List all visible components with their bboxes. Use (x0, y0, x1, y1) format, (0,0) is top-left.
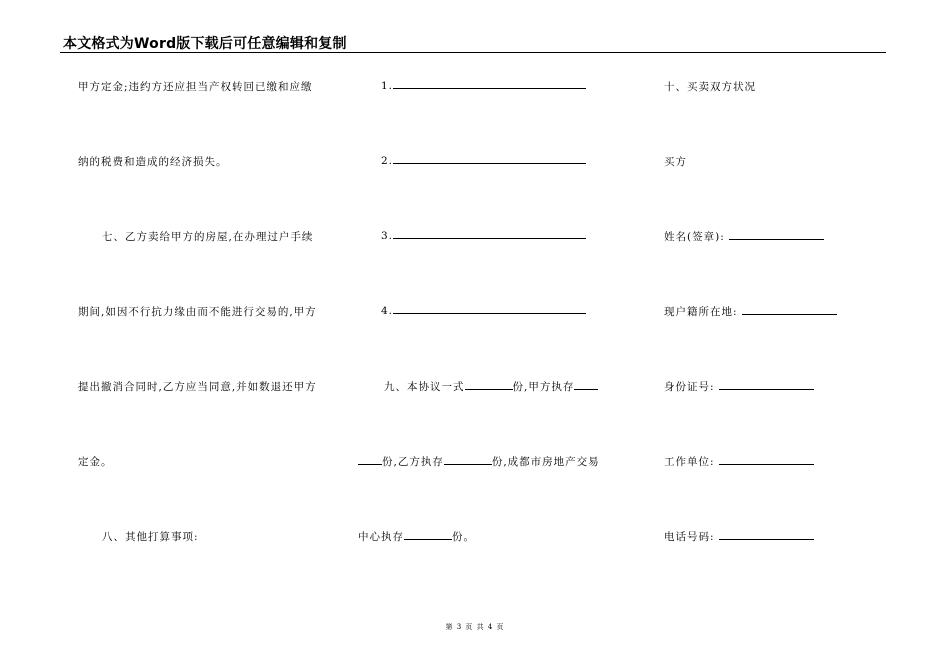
party-a-copies-blank[interactable] (574, 380, 598, 390)
col1-line-1: 甲方定金;违约方还应担当产权转回已缴和应缴 (78, 81, 313, 93)
col1-line-2: 纳的税费和造成的经济损失。 (78, 156, 228, 168)
col1-line-4: 期间,如因不行抗力缘由而不能进行交易的,甲方 (78, 306, 317, 318)
phone-row (664, 529, 814, 544)
party-b-copies-blank[interactable] (444, 455, 492, 465)
blank-item-4-number: 4. (381, 305, 394, 317)
buyer-label: 买方 (664, 156, 687, 168)
blank-item-1-number: 1. (381, 80, 394, 92)
phone-field[interactable] (719, 530, 814, 540)
blank-line-4[interactable] (393, 304, 586, 314)
col1-line-3: 七、乙方卖给甲方的房屋,在办理过户手续 (102, 231, 314, 243)
blank-line-2[interactable] (393, 154, 586, 164)
clause-9-line-3 (358, 529, 475, 544)
col1-line-6: 定金。 (78, 456, 113, 468)
id-row (664, 379, 814, 394)
header-divider (60, 52, 886, 53)
work-row (664, 454, 814, 469)
address-field[interactable] (742, 305, 837, 315)
clause-9-text-a: 九、本协议一式 (384, 381, 465, 393)
name-row (664, 229, 824, 244)
clause-9-text-b: 份,甲方执存 (512, 381, 575, 393)
name-field[interactable] (729, 230, 824, 240)
blank-line-1[interactable] (393, 79, 586, 89)
id-field[interactable] (719, 380, 814, 390)
col1-line-5: 提出撤消合同时,乙方应当同意,并如数退还甲方 (78, 381, 317, 393)
phone-label: 电话号码: (664, 531, 715, 543)
clause-9-text-c: 份,乙方执存 (382, 456, 444, 468)
col1-line-7: 八、其他打算事项: (102, 531, 199, 543)
work-label: 工作单位: (664, 456, 715, 468)
id-label: 身份证号: (664, 381, 715, 393)
party-a-copies-blank-cont[interactable] (358, 455, 382, 465)
clause-9-line-2 (358, 454, 600, 469)
exchange-center-copies-blank[interactable] (404, 530, 452, 540)
blank-item-2-number: 2. (381, 155, 394, 167)
clause-9-text-e: 中心执存 (358, 531, 404, 543)
address-label: 现户籍所在地: (664, 306, 738, 318)
clause-9-text-d: 份,成都市房地产交易 (491, 456, 600, 468)
blank-item-3 (381, 229, 586, 242)
blank-item-1 (381, 79, 586, 92)
work-field[interactable] (719, 455, 814, 465)
blank-item-4 (381, 304, 586, 317)
clause-9-line-1 (384, 379, 598, 394)
page-number: 第 3 页 共 4 页 (445, 623, 505, 631)
blank-item-3-number: 3. (381, 230, 394, 242)
section-10-heading: 十、买卖双方状况 (664, 81, 756, 93)
clause-9-text-f: 份。 (452, 531, 475, 543)
blank-line-3[interactable] (393, 229, 586, 239)
name-label: 姓名(签章): (664, 231, 725, 243)
document-header-title: 本文格式为Word版下载后可任意编辑和复制 (63, 36, 347, 52)
address-row (664, 304, 837, 319)
blank-item-2 (381, 154, 586, 167)
copies-total-blank[interactable] (465, 380, 513, 390)
